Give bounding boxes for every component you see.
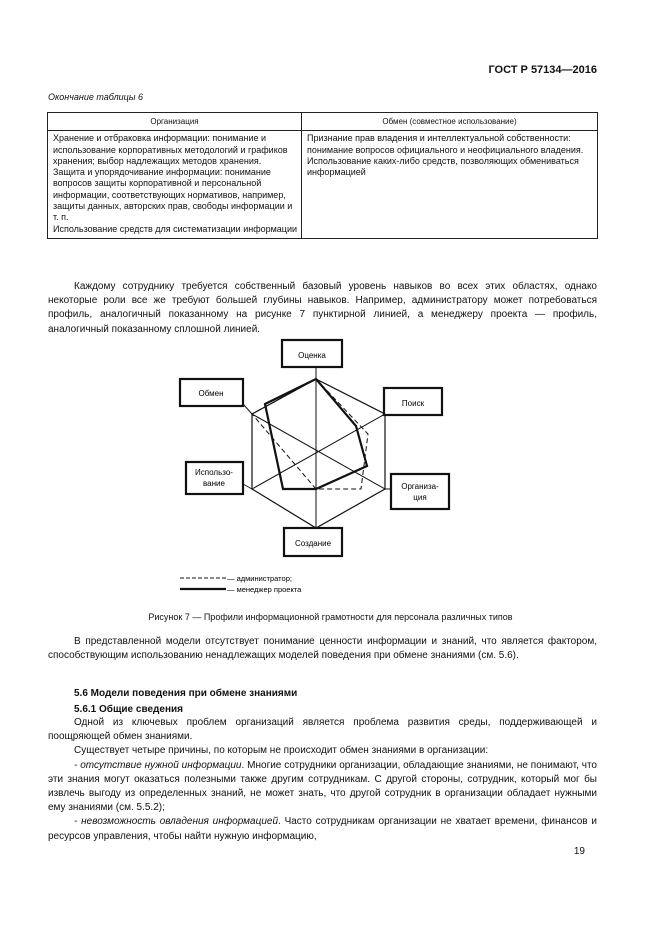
axis-label-box-usage [186,462,243,494]
literacy-profile-diagram [0,330,661,600]
axis-label-box-organization [391,474,449,509]
paragraph-text: Существует четыре причины, по которым не происходит обмен знаниями в организации: [74,745,489,757]
table-caption: Окончание таблицы 6 [48,92,143,102]
paragraph-text: В представленной модели отсутствует понимание ценности информации и знаний, что является фактором, способствующим использованию ненадлежащих моделей поведения при обмене знаниями (см. 5.6). [48,636,597,662]
table-cell-organization [48,131,302,239]
table-header-row [48,113,598,131]
table-row [48,131,598,239]
list-item-term: - невозможность овладения информацией [74,816,278,828]
axis-label-creation: Создание [294,539,332,548]
axis-label-box-evaluation [282,340,342,367]
subsection-title: 5.6.1 Общие сведения [74,704,183,715]
cell-text: Хранение и отбраковка информации: понимание и использование корпоративных методологий и графиков хранения; выбор надлежащих методов хранения. [53,133,288,166]
paragraph-text: Каждому сотруднику требуется собственный базовый уровень навыков во всех этих областях, однако некоторые роли все же требуют большей глубины навыков. Например, администратору может потребоваться профиль, аналогичный показанному на рисунке 7 пунктирной линией, а менеджеру проекта — профиль, аналогичный показанному сплошной линией. [48,281,597,335]
standard-header: ГОСТ Р 57134—2016 [488,64,597,76]
axis-label-search: Поиск [401,399,425,408]
cell-text: Признание прав владения и интеллектуальной собственности: понимание вопросов официального и неофициального владения. [307,133,584,155]
axis-label-usage: Использо- [195,468,233,477]
cell-text: Защита и упорядочивание информации: понимание вопросов защиты корпоративной и персональной информации, соответствующих нормативов, например, защиты данных, авторских прав, свободы информации и т. п. [53,167,293,223]
after-figure-paragraph [48,635,597,663]
page-number: 19 [573,846,585,857]
cell-text: Использование каких-либо средств, позволяющих обмениваться информацией [307,155,579,178]
axis-label-evaluation: Оценка [298,351,326,360]
body-text [48,716,597,844]
column-header-exchange: Обмен (совместное использование) [302,113,598,131]
table-6-end [47,112,598,239]
list-item-term: - отсутствие нужной информации [74,759,242,771]
axis-label-usage-line2: вание [203,479,225,488]
list-item-text: . Часто сотрудникам организации не хватает времени, финансов и ресурсов управления, чтобы найти нужную информацию, [48,816,597,842]
list-item [48,815,597,843]
legend-project-manager: — менеджер проекта [227,585,302,594]
axis-label-organization-line2: ция [413,493,427,502]
intro-paragraph [48,280,597,337]
axis-label-organization: Организа- [401,482,439,491]
column-header-organization: Организация [48,113,302,131]
axis-label-box-creation [284,528,342,556]
figure-caption: Рисунок 7 — Профили информационной грамотности для персонала различных типов [148,612,513,622]
figure-legend [180,574,302,594]
label-connectors [243,368,392,530]
cell-text: Использование средств для систематизации информации [53,223,298,234]
axis-label-box-search [384,388,442,415]
list-item-text: . Многие сотрудники организации, обладающие знаниями, не понимают, что эти знания могут оказаться полезными также другим сотрудникам. С другой стороны, сотрудник, который мог бы извлечь выгоду из определенных знаний, не может знать, что другой сотрудник в организации обладает нужными ему знаниями (см. 5.5.2); [48,759,597,814]
list-item [48,759,597,816]
section-title: 5.6 Модели поведения при обмене знаниями [74,688,298,699]
axis-label-exchange: Обмен [198,389,224,398]
legend-administrator: — администратор; [227,574,292,583]
axis-label-box-exchange [180,379,243,406]
paragraph-text: Одной из ключевых проблем организаций является проблема развития среды, поддерживающей и поощряющей обмен знаниями. [48,717,597,743]
table-cell-exchange [302,131,598,239]
